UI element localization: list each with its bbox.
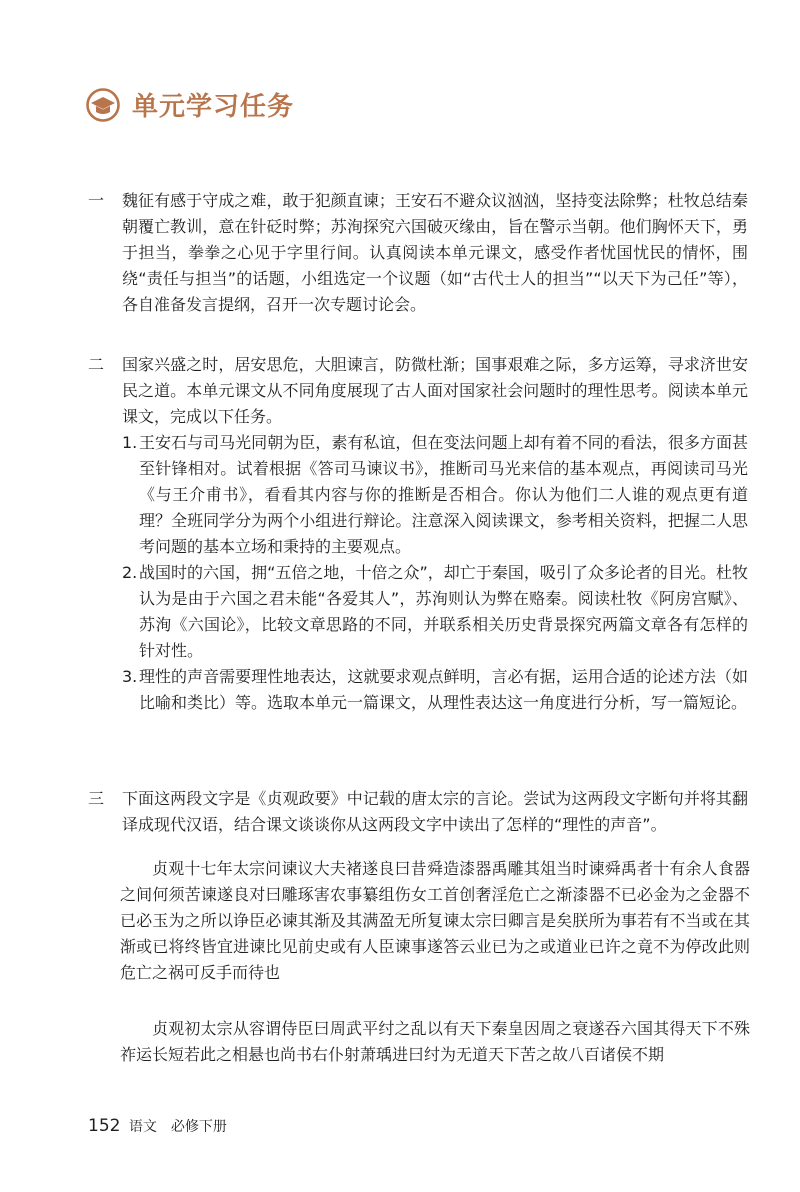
page-number: 152 bbox=[88, 1116, 121, 1136]
subtask-number: 2. bbox=[122, 563, 138, 582]
task-number: 二 bbox=[88, 355, 105, 374]
classical-passage: 贞观初太宗从容谓侍臣曰周武平纣之乱以有天下秦皇因周之衰遂吞六国其得天下不殊祚运长短若此之相悬也尚书右仆射萧瑀进曰纣为无道天下苦之故八百诸侯不期 bbox=[120, 1019, 750, 1064]
subtask-text: 战国时的六国，拥“五倍之地，十倍之众”，却亡于秦国，吸引了众多论者的目光。杜牧认为是由于六国之君未能“各爱其人”，苏洵则认为弊在赂秦。阅读杜牧《阿房宫赋》、苏洵《六国论》，比较文章思路的不同，并联系相关历史背景探究两篇文章各有怎样的针对性。 bbox=[139, 563, 748, 660]
section-title: 单元学习任务 bbox=[132, 92, 295, 122]
subtask-item bbox=[122, 664, 748, 716]
task-three bbox=[88, 786, 748, 838]
task-number: 一 bbox=[88, 191, 105, 210]
page-footer bbox=[88, 1116, 227, 1136]
subtask-number: 1. bbox=[122, 433, 138, 452]
subtask-number: 3. bbox=[122, 667, 138, 686]
classical-passage: 贞观十七年太宗问谏议大夫褚遂良曰昔舜造漆器禹雕其俎当时谏舜禹者十有余人食器之间何须苦谏遂良对曰雕琢害农事纂组伤女工首创奢淫危亡之渐漆器不已必金为之金器不已必玉为之所以诤臣必谏其渐及其满盈无所复谏太宗曰卿言是矣朕所为事若有不当或在其渐或已将终皆宜进谏比见前史或有人臣谏事遂答云业已为之或道业已许之竟不为停改此则危亡之祸可反手而待也 bbox=[120, 859, 750, 982]
task-two bbox=[88, 352, 748, 716]
subtask-text: 理性的声音需要理性地表达，这就要求观点鲜明，言必有据，运用合适的论述方法（如比喻和类比）等。选取本单元一篇课文，从理性表达这一角度进行分析，写一篇短论。 bbox=[139, 667, 748, 712]
task-text: 下面这两段文字是《贞观政要》中记载的唐太宗的言论。尝试为这两段文字断句并将其翻译成现代汉语，结合课文谈谈你从这两段文字中读出了怎样的“理性的声音”。 bbox=[122, 789, 748, 834]
section-header bbox=[86, 86, 294, 123]
subtask-text: 王安石与司马光同朝为臣，素有私谊，但在变法问题上却有着不同的看法，很多方面甚至针锋相对。试着根据《答司马谏议书》，推断司马光来信的基本观点，再阅读司马光《与王介甫书》，看看其内容与你的推断是否相合。你认为他们二人谁的观点更有道理？全班同学分为两个小组进行辩论。注意深入阅读课文，参考相关资料，把握二人思考问题的基本立场和秉持的主要观点。 bbox=[139, 433, 748, 556]
task-text: 国家兴盛之时，居安思危，大胆谏言，防微杜渐；国事艰难之际，多方运筹，寻求济世安民之道。本单元课文从不同角度展现了古人面对国家社会问题时的理性思考。阅读本单元课文，完成以下任务。 bbox=[122, 355, 748, 426]
subtask-list bbox=[122, 430, 748, 716]
task-one bbox=[88, 188, 748, 318]
graduation-cap-icon bbox=[86, 88, 120, 122]
subtask-item bbox=[122, 430, 748, 560]
book-title: 语文 必修下册 bbox=[128, 1119, 227, 1135]
task-text: 魏征有感于守成之难，敢于犯颜直谏；王安石不避众议汹汹，坚持变法除弊；杜牧总结秦朝覆亡教训，意在针砭时弊；苏洵探究六国破灭缘由，旨在警示当朝。他们胸怀天下，勇于担当，拳拳之心见于字里行间。认真阅读本单元课文，感受作者忧国忧民的情怀，围绕“责任与担当”的话题，小组选定一个议题（如“古代士人的担当”“以天下为己任”等），各自准备发言提纲，召开一次专题讨论会。 bbox=[122, 191, 748, 314]
subtask-item bbox=[122, 560, 748, 664]
task-number: 三 bbox=[88, 789, 105, 808]
